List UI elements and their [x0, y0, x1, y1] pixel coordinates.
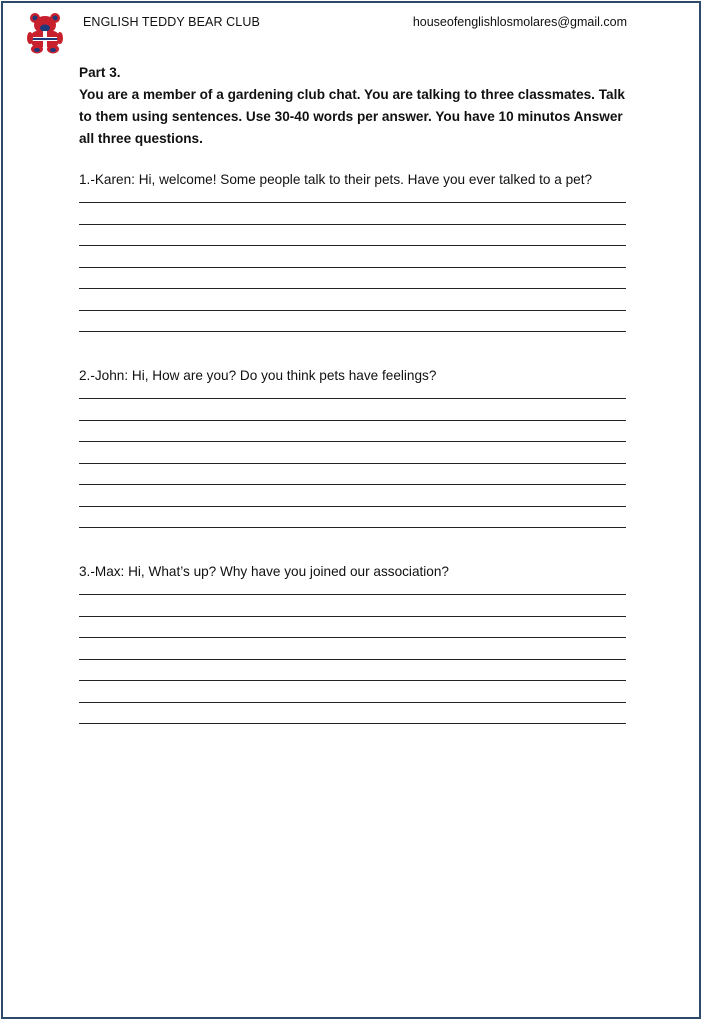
answer-line[interactable]: [79, 225, 626, 247]
question-text: 1.-Karen: Hi, welcome! Some people talk to their pets. Have you ever talked to a pet?: [79, 172, 593, 187]
answer-line[interactable]: [79, 595, 626, 617]
answer-line[interactable]: [79, 681, 626, 703]
answer-line[interactable]: [79, 485, 626, 507]
answer-line[interactable]: [79, 421, 626, 443]
answer-lines[interactable]: [79, 389, 631, 528]
answer-line[interactable]: [79, 289, 626, 311]
question-3: [79, 563, 631, 724]
answer-lines[interactable]: [79, 193, 631, 332]
answer-line[interactable]: [79, 268, 626, 290]
contact-email: houseofenglishlosmolares@gmail.com: [412, 15, 627, 29]
answer-line[interactable]: [79, 246, 626, 268]
answer-line[interactable]: [79, 203, 626, 225]
answer-line[interactable]: [79, 399, 626, 421]
club-name: ENGLISH TEDDY BEAR CLUB: [83, 15, 260, 29]
answer-line[interactable]: [79, 311, 626, 333]
answer-line[interactable]: [79, 193, 626, 203]
question-text: 2.-John: Hi, How are you? Do you think pets have feelings?: [79, 368, 437, 383]
answer-line[interactable]: [79, 703, 626, 725]
answer-line[interactable]: [79, 507, 626, 529]
answer-line[interactable]: [79, 660, 626, 682]
question-text: 3.-Max: Hi, What’s up? Why have you joined our association?: [79, 564, 449, 579]
answer-line[interactable]: [79, 638, 626, 660]
instructions-block: [79, 62, 631, 150]
part-title: Part 3.: [79, 65, 121, 80]
answer-line[interactable]: [79, 617, 626, 639]
answer-line[interactable]: [79, 389, 626, 399]
question-2: [79, 367, 631, 528]
question-1: [79, 171, 631, 332]
answer-line[interactable]: [79, 585, 626, 595]
answer-line[interactable]: [79, 464, 626, 486]
answer-lines[interactable]: [79, 585, 631, 724]
instructions-text: You are a member of a gardening club chat. You are talking to three classmates. Talk to them using sentences. Use 30-40 words per answer. You have 10 minutos Answer all three questions.: [79, 87, 625, 146]
answer-line[interactable]: [79, 442, 626, 464]
teddy-bear-logo-icon: [27, 12, 63, 54]
